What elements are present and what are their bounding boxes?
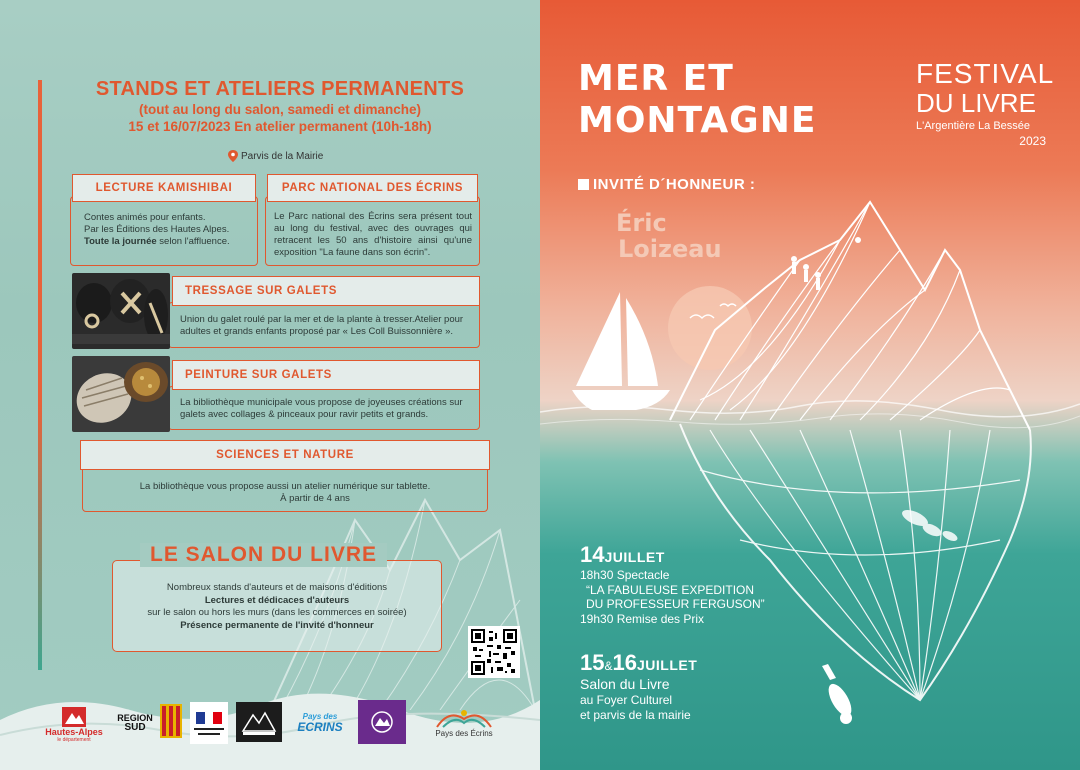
sailboat-icon [572, 292, 670, 410]
logo-region-sud [114, 704, 156, 742]
day16-num: 16 [612, 650, 637, 675]
day15-num: 15 [580, 650, 605, 675]
kamishibai-tag: LECTURE KAMISHIBAI [72, 174, 256, 202]
salon-line3: sur le salon ou hors les murs (dans les commerces en soirée) [147, 607, 407, 618]
kamishibai-text [84, 212, 254, 248]
logo-hautes-alpes [38, 700, 110, 750]
kamishibai-line2: Par les Éditions des Hautes Alpes. [84, 224, 230, 235]
festival-place: L'Argentière La Bessée [916, 120, 1031, 132]
hautes-alpes-mountain-icon [62, 707, 86, 727]
guest-first: Éric [616, 209, 667, 237]
day1516-month: JUILLET [636, 657, 698, 673]
sud-label: SUD [124, 722, 146, 733]
invite-label: INVITÉ D´HONNEUR : [593, 176, 756, 193]
salon-line1: Nombreux stands d'auteurs et de maisons d'éditions [166, 582, 388, 593]
diver-icon [822, 664, 856, 724]
sciences-line1: La bibliothèque vous propose aussi un atelier numérique sur tablette. [139, 481, 431, 492]
region-label: REGION [117, 713, 153, 723]
kamishibai-bold: Toute la journée [84, 236, 157, 247]
location-label: Parvis de la Mairie [241, 150, 324, 162]
logo-pays-des-ecrins [414, 700, 514, 744]
stands-title: STANDS ET ATELIERS PERMANENTS [95, 78, 465, 100]
program-15-16 [580, 650, 697, 722]
stands-subtitle: (tout au long du salon, samedi et dimanche) [138, 102, 422, 117]
parc-tag: PARC NATIONAL DES ÉCRINS [267, 174, 478, 202]
parc-national-emblem-icon [367, 707, 397, 737]
festival-year: 2023 [1019, 134, 1046, 148]
kamishibai-line3-rest: selon l'affluence. [156, 236, 230, 247]
salon-text [112, 582, 442, 632]
day14-num: 14 [580, 542, 605, 567]
stands-dates: 15 et 16/07/2023 En atelier permanent (10h-18h) [128, 119, 432, 134]
ecrins-label: ECRINS [297, 720, 343, 734]
location-pin-icon [228, 150, 238, 162]
main-title [578, 58, 816, 142]
salon-line4: Présence permanente de l'invité d'honneur [180, 619, 374, 631]
pays-des-ecrins-emblem-icon [429, 707, 499, 729]
peinture-text: La bibliothèque municipale vous propose de joyeuses créations sur galets avec collages & pinceaux pour ravir petits et grands. [180, 397, 463, 420]
day1516-line1: Salon du Livre [580, 676, 670, 692]
logo-argentiere [236, 702, 282, 742]
tressage-text: Union du galet roulé par la mer et de la plante à tresser.Atelier pour adultes et grands enfants proposé par « Les Coll Buissonnière ». [180, 314, 464, 337]
guest-of-honor [578, 176, 755, 193]
festival-line2: DU LIVRE [916, 88, 1036, 118]
right-panel [540, 0, 1080, 770]
logo-region-flag [160, 704, 182, 738]
festival-logo [916, 58, 1055, 148]
title-line1: MER ET [578, 58, 734, 99]
fish-icon [900, 507, 959, 543]
sciences-line2: À partir de 4 ans [280, 493, 350, 504]
peinture-photo [72, 356, 170, 432]
day1516-line3: et parvis de la mairie [580, 707, 691, 722]
festival-line1: FESTIVAL [916, 58, 1055, 89]
salon-title: LE SALON DU LIVRE [140, 543, 387, 567]
sciences-text [82, 481, 488, 505]
hautes-alpes-label: Hautes-Alpes [45, 727, 103, 737]
day14-line1: 18h30 Spectacle [580, 568, 670, 582]
salon-line2: Lectures et dédicaces d'auteurs [204, 594, 350, 606]
title-line2: MONTAGNE [578, 100, 817, 141]
tressage-tag: TRESSAGE SUR GALETS [172, 276, 480, 306]
partner-logos [0, 690, 540, 770]
parc-text: Le Parc national des Écrins sera présent tout au long du festival, avec des ouvrages qui retracent les 50 ans d'histoire ainsi qu'une exposition "La faune dans son écrin". [274, 211, 472, 258]
day-amp: & [604, 659, 613, 673]
square-bullet-icon [578, 179, 589, 190]
argentiere-emblem-icon [239, 707, 279, 737]
kamishibai-line1: Contes animés pour enfants. [84, 212, 206, 223]
stands-header [50, 78, 510, 135]
guest-name [616, 210, 722, 262]
logo-parc-national [358, 700, 406, 744]
qr-code[interactable] [468, 626, 520, 678]
day14-line2: “LA FABULEUSE EXPEDITION [586, 582, 755, 597]
day14-month: JUILLET [604, 549, 665, 565]
day1516-line2: au Foyer Culturel [580, 693, 673, 707]
day14-line4: 19h30 Remise des Prix [580, 611, 705, 626]
pays-des-ecrins-label: Pays des Écrins [435, 728, 493, 738]
pays-label: Pays des [302, 712, 338, 721]
hautes-alpes-sub: le département [57, 737, 91, 743]
guest-last: Loizeau [618, 235, 722, 263]
peinture-tag: PEINTURE SUR GALETS [172, 360, 480, 390]
logo-prefet [190, 702, 228, 744]
tressage-photo [72, 273, 170, 349]
location [228, 150, 323, 162]
tricolor-flag-icon [196, 712, 222, 724]
program-14 [580, 542, 765, 626]
kamishibai-line3 [84, 236, 254, 248]
accent-bar [38, 80, 42, 670]
sciences-tag: SCIENCES ET NATURE [80, 440, 490, 470]
logo-pays-ecrins [288, 704, 352, 740]
day14-line3: DU PROFESSEUR FERGUSON” [586, 597, 765, 611]
